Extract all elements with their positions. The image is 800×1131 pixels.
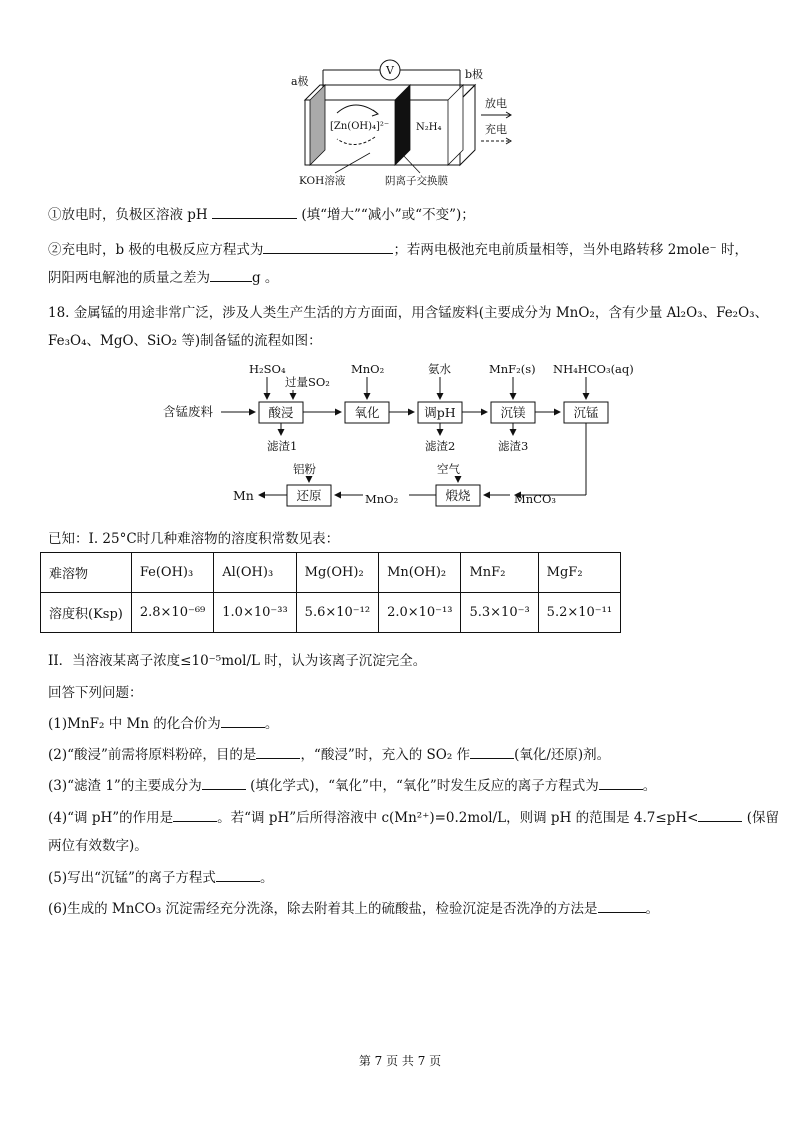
table-cell: 5.6×10⁻¹² — [296, 593, 378, 633]
reagent-so2: 过量SO₂ — [285, 375, 330, 389]
table-cell: 2.0×10⁻¹³ — [379, 593, 461, 633]
q17-part1: ①放电时，负极区溶液 pH (填“增大”“减小”或“不变”)； — [48, 207, 475, 223]
q18-intro-line1: 18. 金属锰的用途非常广泛，涉及人类生产生活的方方面面，用含锰废料(主要成分为 MnO₂，含有少量 Al₂O₃、Fe₂O₃、 — [48, 305, 769, 321]
table-cell: 1.0×10⁻³³ — [214, 593, 296, 633]
reagent-air: 空气 — [437, 462, 460, 476]
page-footer: 第 7 页 共 7 页 — [358, 1054, 442, 1068]
reagent-nh4hco3: NH₄HCO₃(aq) — [553, 362, 634, 376]
table-cell: MnF₂ — [461, 553, 538, 593]
table-cell: MgF₂ — [538, 553, 620, 593]
ion-exchange-membrane — [395, 85, 410, 165]
koh-label: KOH溶液 — [299, 175, 346, 187]
product-mno2: MnO₂ — [365, 492, 399, 506]
answer-blank[interactable] — [202, 777, 246, 790]
voltmeter-label: V — [386, 64, 394, 77]
legend-discharge: 放电 — [485, 97, 507, 110]
table-cell: Mg(OH)₂ — [296, 553, 378, 593]
answer-blank[interactable] — [173, 809, 217, 822]
table-row — [41, 553, 621, 593]
question-4: (4)“调 pH”的作用是 。若“调 pH”后所得溶液中 c(Mn²⁺)=0.2mol/L，则调 pH 的范围是 4.7≤pH< (保留 — [48, 810, 779, 826]
residue-1: 滤渣1 — [267, 439, 298, 453]
questions-heading: 回答下列问题： — [48, 685, 143, 701]
q17-part2: ②充电时，b 极的电极反应方程式为 ；若两电极池充电前质量相等，当外电路转移 2mole⁻ 时， — [48, 242, 748, 258]
reagent-ammonia: 氨水 — [428, 362, 451, 376]
known-line2: II．当溶液某离子浓度≤10⁻⁵mol/L 时，认为该离子沉淀完全。 — [48, 653, 427, 669]
svg-text:沉镁: 沉镁 — [500, 405, 526, 420]
electrode-a — [310, 85, 325, 165]
reagent-mnf2: MnF₂(s) — [489, 362, 536, 376]
question-3: (3)“滤渣 1”的主要成分为 (填化学式)，“氧化”中，“氧化”时发生反应的离子方程式为 。 — [48, 778, 657, 794]
table-cell: Al(OH)₃ — [214, 553, 296, 593]
process-flow-chart — [155, 355, 655, 515]
membrane-label: 阴离子交换膜 — [385, 175, 448, 187]
known-line1: 已知：I. 25°C时几种难溶物的溶度积常数见表： — [48, 531, 340, 547]
electrode-a-label: a极 — [291, 75, 309, 88]
electrode-b — [448, 85, 463, 165]
table-cell: 5.2×10⁻¹¹ — [538, 593, 620, 633]
answer-blank[interactable] — [698, 809, 742, 822]
svg-text:还原: 还原 — [296, 488, 322, 503]
q17-part2-cont: 阴阳两电解池的质量之差为 g 。 — [48, 270, 279, 286]
answer-blank[interactable] — [599, 777, 643, 790]
svg-text:酸浸: 酸浸 — [268, 405, 294, 420]
table-cell: 5.3×10⁻³ — [461, 593, 538, 633]
question-2: (2)“酸浸”前需将原料粉碎，目的是 ，“酸浸”时，充入的 SO₂ 作 (氧化/还原)剂。 — [48, 747, 611, 763]
battery-diagram — [285, 55, 515, 190]
question-5: (5)写出“沉锰”的离子方程式 。 — [48, 870, 274, 886]
table-cell: 溶度积(Ksp) — [41, 593, 132, 633]
answer-blank[interactable] — [263, 241, 393, 254]
answer-blank[interactable] — [216, 869, 260, 882]
ksp-table — [40, 552, 621, 633]
zincate-label: [Zn(OH)₄]²⁻ — [330, 121, 390, 132]
legend-charge: 充电 — [485, 123, 507, 136]
question-4-cont: 两位有效数字)。 — [48, 838, 148, 854]
table-row — [41, 593, 621, 633]
table-cell: 难溶物 — [41, 553, 132, 593]
answer-blank[interactable] — [212, 206, 297, 219]
svg-text:沉锰: 沉锰 — [573, 405, 599, 420]
answer-blank[interactable] — [470, 746, 514, 759]
reagent-mno2: MnO₂ — [351, 362, 385, 376]
question-6: (6)生成的 MnCO₃ 沉淀需经充分洗涤，除去附着其上的硫酸盐，检验沉淀是否洗净的方法是 。 — [48, 901, 660, 917]
residue-2: 滤渣2 — [425, 439, 456, 453]
product-mnco3: MnCO₃ — [514, 492, 557, 506]
answer-blank[interactable] — [210, 269, 252, 282]
hydrazine-label: N₂H₄ — [416, 122, 442, 133]
answer-blank[interactable] — [221, 715, 265, 728]
product-mn: Mn — [233, 488, 254, 503]
table-cell: 2.8×10⁻⁶⁹ — [131, 593, 213, 633]
table-cell: Fe(OH)₃ — [131, 553, 213, 593]
svg-text:氧化: 氧化 — [354, 405, 380, 420]
q18-intro-line2: Fe₃O₄、MgO、SiO₂ 等)制备锰的流程如图： — [48, 333, 322, 349]
svg-text:煅烧: 煅烧 — [445, 488, 471, 503]
answer-blank[interactable] — [598, 900, 646, 913]
residue-3: 滤渣3 — [498, 439, 529, 453]
svg-text:调pH: 调pH — [424, 405, 456, 420]
reagent-al: 铝粉 — [293, 462, 316, 476]
table-cell: Mn(OH)₂ — [379, 553, 461, 593]
question-1: (1)MnF₂ 中 Mn 的化合价为 。 — [48, 716, 279, 732]
answer-blank[interactable] — [256, 746, 300, 759]
electrode-b-label: b极 — [465, 68, 484, 81]
flow-feed: 含锰废料 — [163, 404, 214, 419]
reagent-h2so4: H₂SO₄ — [249, 362, 286, 376]
